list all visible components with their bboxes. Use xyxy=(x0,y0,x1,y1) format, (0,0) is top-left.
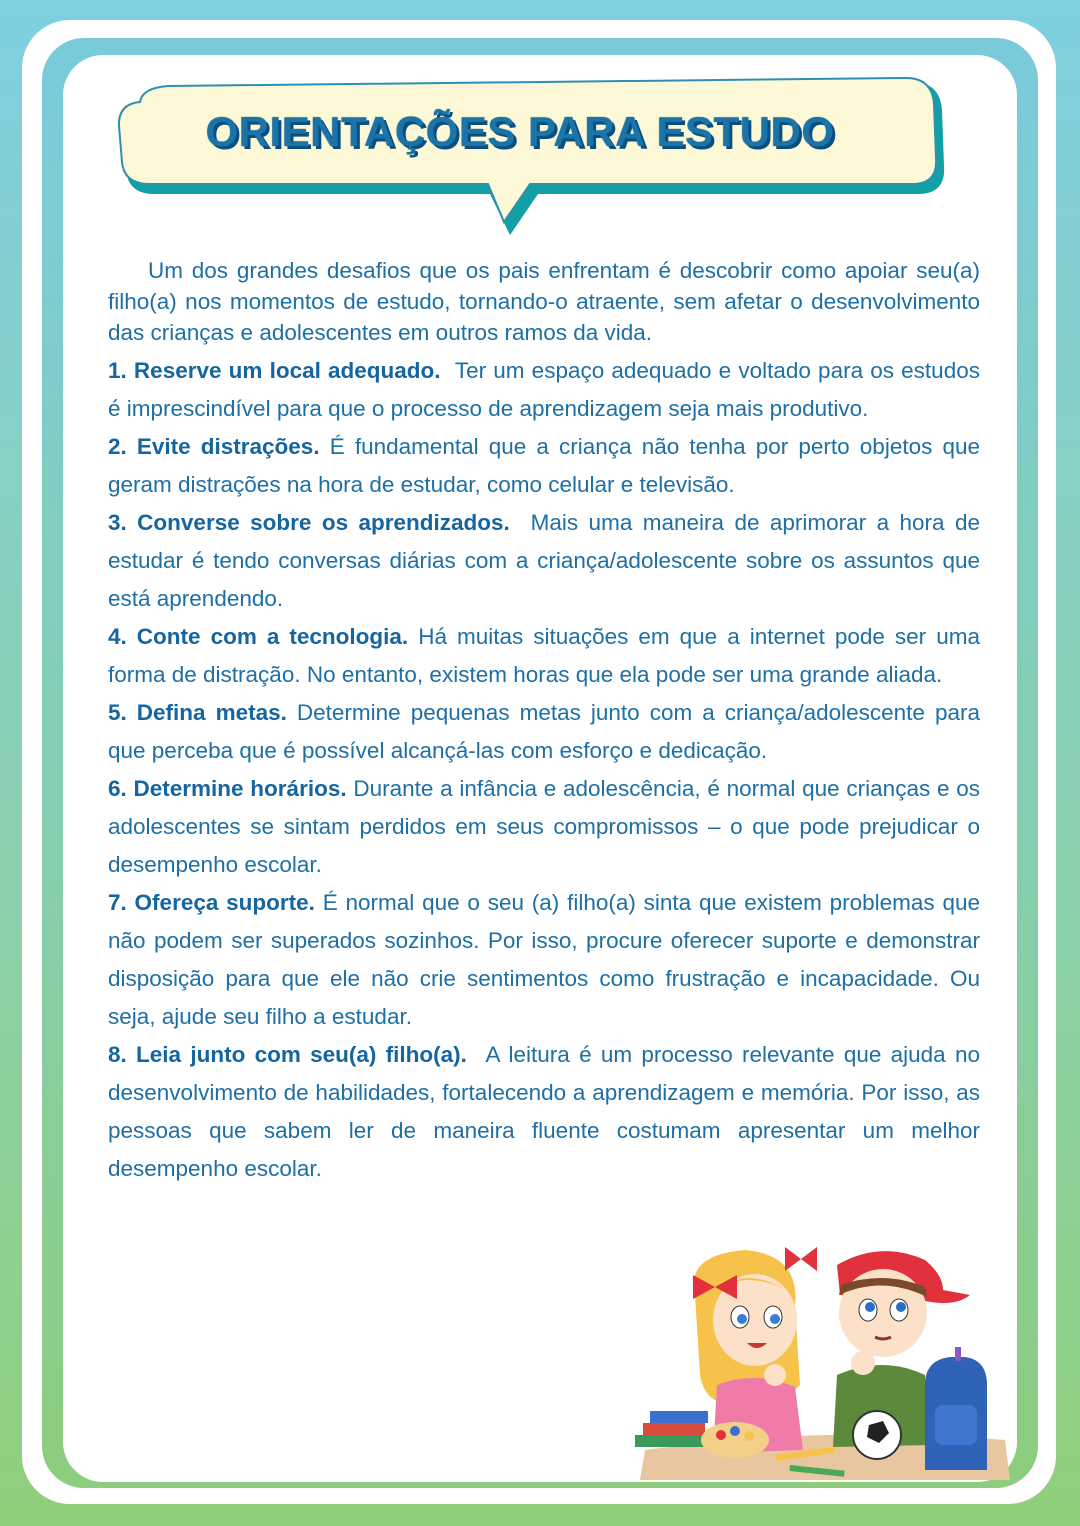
tip-heading: 6. Determine horários. xyxy=(108,776,347,801)
tip-text: Há muitas situações em que a internet pode ser uma forma de distração. No entanto, existem horas que ela pode ser uma grande aliada. xyxy=(108,624,980,687)
tip-item xyxy=(108,884,980,1036)
tip-item xyxy=(108,618,980,694)
tip-item xyxy=(108,770,980,884)
tip-text: Mais uma maneira de aprimorar a hora de estudar é tendo conversas diárias com a criança/adolescente sobre os assuntos que está aprendendo. xyxy=(108,510,980,611)
tip-item xyxy=(108,352,980,428)
children-studying-icon xyxy=(625,1235,1020,1485)
intro-paragraph: Um dos grandes desafios que os pais enfrentam é descobrir como apoiar seu(a) filho(a) nos momentos de estudo, tornando-o atraente, sem afetar o desenvolvimento das crianças e adolescentes em outros ramos da vida. xyxy=(108,258,980,345)
tip-item xyxy=(108,428,980,504)
tip-item xyxy=(108,694,980,770)
tip-heading: 7. Ofereça suporte. xyxy=(108,890,315,915)
tip-text: É normal que o seu (a) filho(a) sinta que existem problemas que não podem ser superados sozinhos. Por isso, procure oferecer suporte e demonstrar disposição para que ele não crie sentimentos como frustração e incapacidade. Ou seja, ajude seu filho a estudar. xyxy=(108,890,980,1029)
page-title: ORIENTAÇÕES PARA ESTUDO xyxy=(205,108,835,155)
tip-item xyxy=(108,504,980,618)
tip-heading: 4. Conte com a tecnologia. xyxy=(108,624,409,649)
content xyxy=(108,255,980,1188)
tip-heading: 8. Leia junto com seu(a) filho(a). xyxy=(108,1042,467,1067)
tip-heading: 2. Evite distrações. xyxy=(108,434,320,459)
tip-text: A leitura é um processo relevante que ajuda no desenvolvimento de habilidades, fortalecendo a aprendizagem e memória. Por isso, as pessoas que sabem ler de maneira fluente costumam apresentar um melhor desempenho escolar. xyxy=(108,1042,980,1181)
tip-text: Ter um espaço adequado e voltado para os estudos é imprescindível para que o processo de aprendizagem seja mais produtivo. xyxy=(108,358,980,421)
tip-item xyxy=(108,1036,980,1188)
tip-heading: 1. Reserve um local adequado. xyxy=(108,358,441,383)
children-studying-illustration xyxy=(625,1235,1020,1490)
tip-text: É fundamental que a criança não tenha por perto objetos que geram distrações na hora de estudar, como celular e televisão. xyxy=(108,434,980,497)
tip-text: Determine pequenas metas junto com a criança/adolescente para que perceba que é possível alcançá-las com esforço e dedicação. xyxy=(108,700,980,763)
tip-heading: 3. Converse sobre os aprendizados. xyxy=(108,510,510,535)
tip-heading: 5. Defina metas. xyxy=(108,700,287,725)
tip-text: Durante a infância e adolescência, é normal que crianças e os adolescentes se sintam perdidos em seus compromissos – o que pode prejudicar o desempenho escolar. xyxy=(108,776,980,877)
title-banner xyxy=(110,70,950,240)
